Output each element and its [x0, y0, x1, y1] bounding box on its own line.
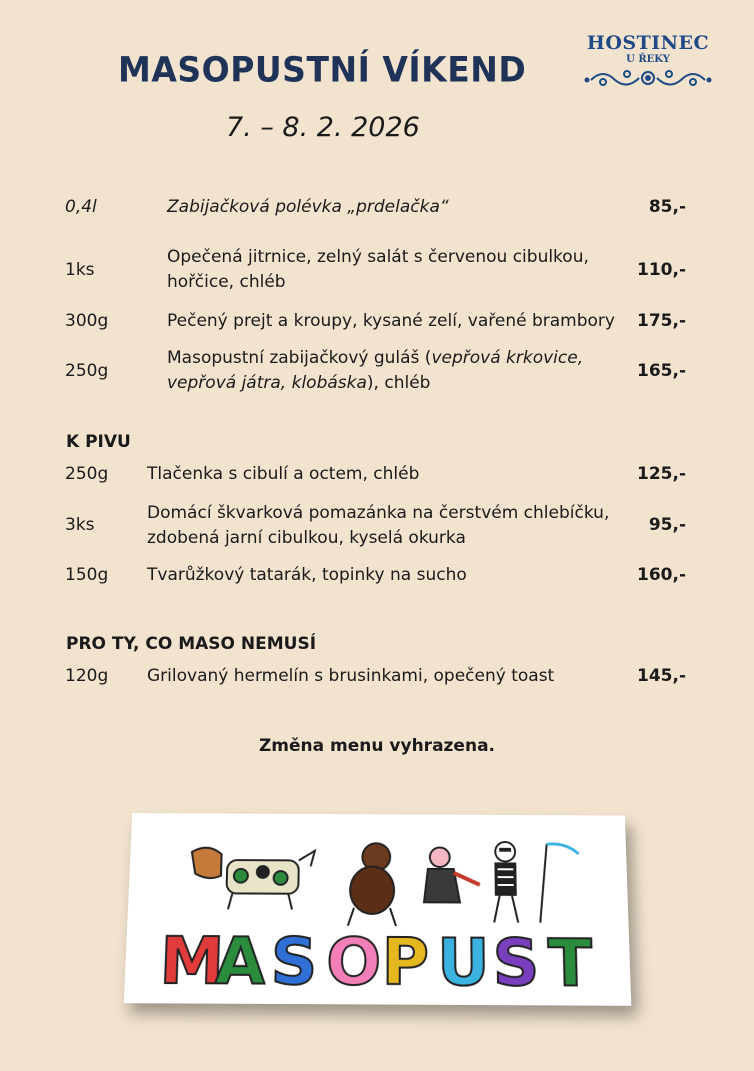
masopust-letter: U: [437, 924, 491, 1001]
skeleton-figure: [493, 842, 580, 923]
item-price: 165,-: [637, 361, 686, 381]
item-desc: Pečený prejt a kroupy, kysané zelí, vařené brambory: [167, 311, 615, 331]
item-desc-line1: Domácí škvarková pomazánka na čerstvém chlebíčku,: [147, 503, 610, 523]
bear-figure: [348, 843, 396, 926]
event-dates: 7. – 8. 2. 2026: [226, 112, 420, 143]
item-price: 95,-: [648, 515, 686, 535]
item-desc-line2: hořčice, chléb: [167, 272, 286, 292]
page-title: MASOPUSTNÍ VÍKEND: [118, 49, 527, 90]
menu-item-pomazanka: [0, 501, 754, 551]
item-qty: 250g: [65, 361, 109, 381]
item-price: 160,-: [637, 565, 686, 585]
folk-ornament-icon: [583, 64, 713, 94]
item-desc: Grilovaný hermelín s brusinkami, opečený toast: [147, 666, 555, 686]
item-desc: Zabijačková polévka „prdelačka“: [167, 197, 449, 217]
logo-subtitle: U ŘEKY: [626, 54, 670, 65]
item-desc-line2: zdobená jarní cibulkou, kyselá okurka: [147, 528, 466, 548]
section-heading-k-pivu: K PIVU: [66, 432, 131, 452]
item-desc: Tvarůžkový tatarák, topinky na sucho: [147, 565, 467, 585]
horse-mask-figure: [190, 848, 315, 910]
item-qty: 150g: [65, 565, 109, 585]
masopust-illustration: [124, 813, 632, 1006]
masopust-letter: S: [492, 924, 540, 1001]
restaurant-logo: [583, 30, 713, 98]
item-desc: Tlačenka s cibulí a octem, chléb: [147, 464, 420, 484]
item-price: 110,-: [637, 260, 686, 280]
masopust-letter: O: [325, 923, 382, 1000]
item-desc-line1: Opečená jitrnice, zelný salát s červenou cibulkou,: [167, 247, 589, 267]
masopust-letter: P: [381, 924, 430, 1000]
masopust-letter: T: [547, 925, 594, 1001]
item-qty: 1ks: [65, 260, 95, 280]
masopust-letter: S: [270, 923, 318, 1000]
section-heading-bez-masa: PRO TY, CO MASO NEMUSÍ: [66, 634, 317, 654]
menu-item-gulas: [0, 346, 754, 396]
item-qty: 250g: [65, 464, 109, 484]
item-price: 175,-: [637, 311, 686, 331]
item-qty: 300g: [65, 311, 109, 331]
masopust-letter: M: [158, 923, 226, 999]
menu-item-jitrnice: [0, 245, 754, 295]
masked-person-figure: [424, 847, 480, 902]
item-price: 125,-: [637, 464, 686, 484]
menu-disclaimer: Změna menu vyhrazena.: [258, 736, 495, 756]
item-desc-line2: vepřová játra, klobáska), chléb: [167, 373, 431, 393]
masopust-word: [158, 923, 593, 1001]
logo-name: HOSTINEC: [586, 32, 710, 54]
masopust-letter: A: [214, 923, 267, 999]
item-desc-line1: Masopustní zabijačkový guláš (vepřová krkovice,: [167, 348, 584, 368]
item-qty: 120g: [65, 666, 109, 686]
item-qty: 3ks: [65, 515, 95, 535]
item-price: 85,-: [648, 197, 686, 217]
masopust-drawing: [124, 813, 632, 1006]
item-qty: 0,4l: [65, 197, 97, 217]
item-price: 145,-: [637, 666, 686, 686]
